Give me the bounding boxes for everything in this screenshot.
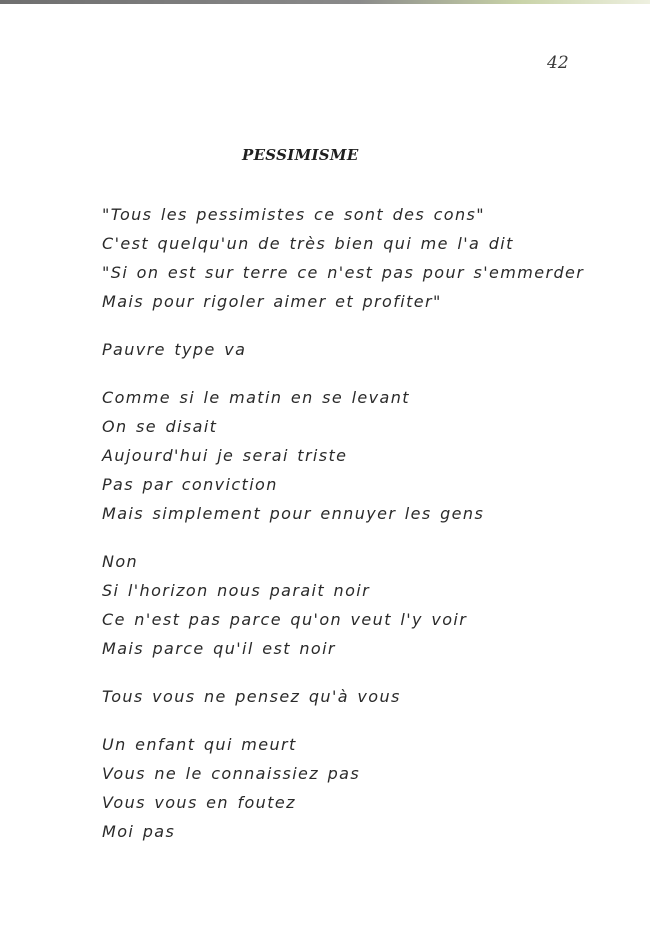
poem-line: C'est quelqu'un de très bien qui me l'a dit (102, 234, 514, 253)
stanza-3 (102, 383, 637, 528)
page-top-edge (0, 0, 650, 4)
page-number: 42 (547, 53, 569, 73)
poem-line: Vous ne le connaissiez pas (102, 764, 361, 783)
stanza-1 (102, 200, 637, 316)
poem-line: Tous vous ne pensez qu'à vous (102, 687, 401, 706)
poem-line: Mais simplement pour ennuyer les gens (102, 504, 485, 523)
poem-body (102, 200, 637, 865)
poem-line: "Tous les pessimistes ce sont des cons" (102, 205, 486, 224)
poem-line: Mais pour rigoler aimer et profiter" (102, 292, 442, 311)
stanza-2 (102, 335, 637, 364)
poem-line: On se disait (102, 417, 218, 436)
poem-line: Ce n'est pas parce qu'on veut l'y voir (102, 610, 468, 629)
stanza-6 (102, 730, 637, 846)
poem-line: Mais parce qu'il est noir (102, 639, 336, 658)
poem-line: Vous vous en foutez (102, 793, 296, 812)
poem-title: PESSIMISME (242, 146, 359, 164)
poem-line: Un enfant qui meurt (102, 735, 297, 754)
poem-line: Pas par conviction (102, 475, 278, 494)
poem-line: Si l'horizon nous parait noir (102, 581, 371, 600)
stanza-5 (102, 682, 637, 711)
poem-line: Aujourd'hui je serai triste (102, 446, 348, 465)
poem-line: Non (102, 552, 139, 571)
poem-line: Comme si le matin en se levant (102, 388, 410, 407)
stanza-4 (102, 547, 637, 663)
poem-line: Moi pas (102, 822, 176, 841)
poem-line: Pauvre type va (102, 340, 247, 359)
poem-line: "Si on est sur terre ce n'est pas pour s'emmerder (102, 263, 585, 282)
